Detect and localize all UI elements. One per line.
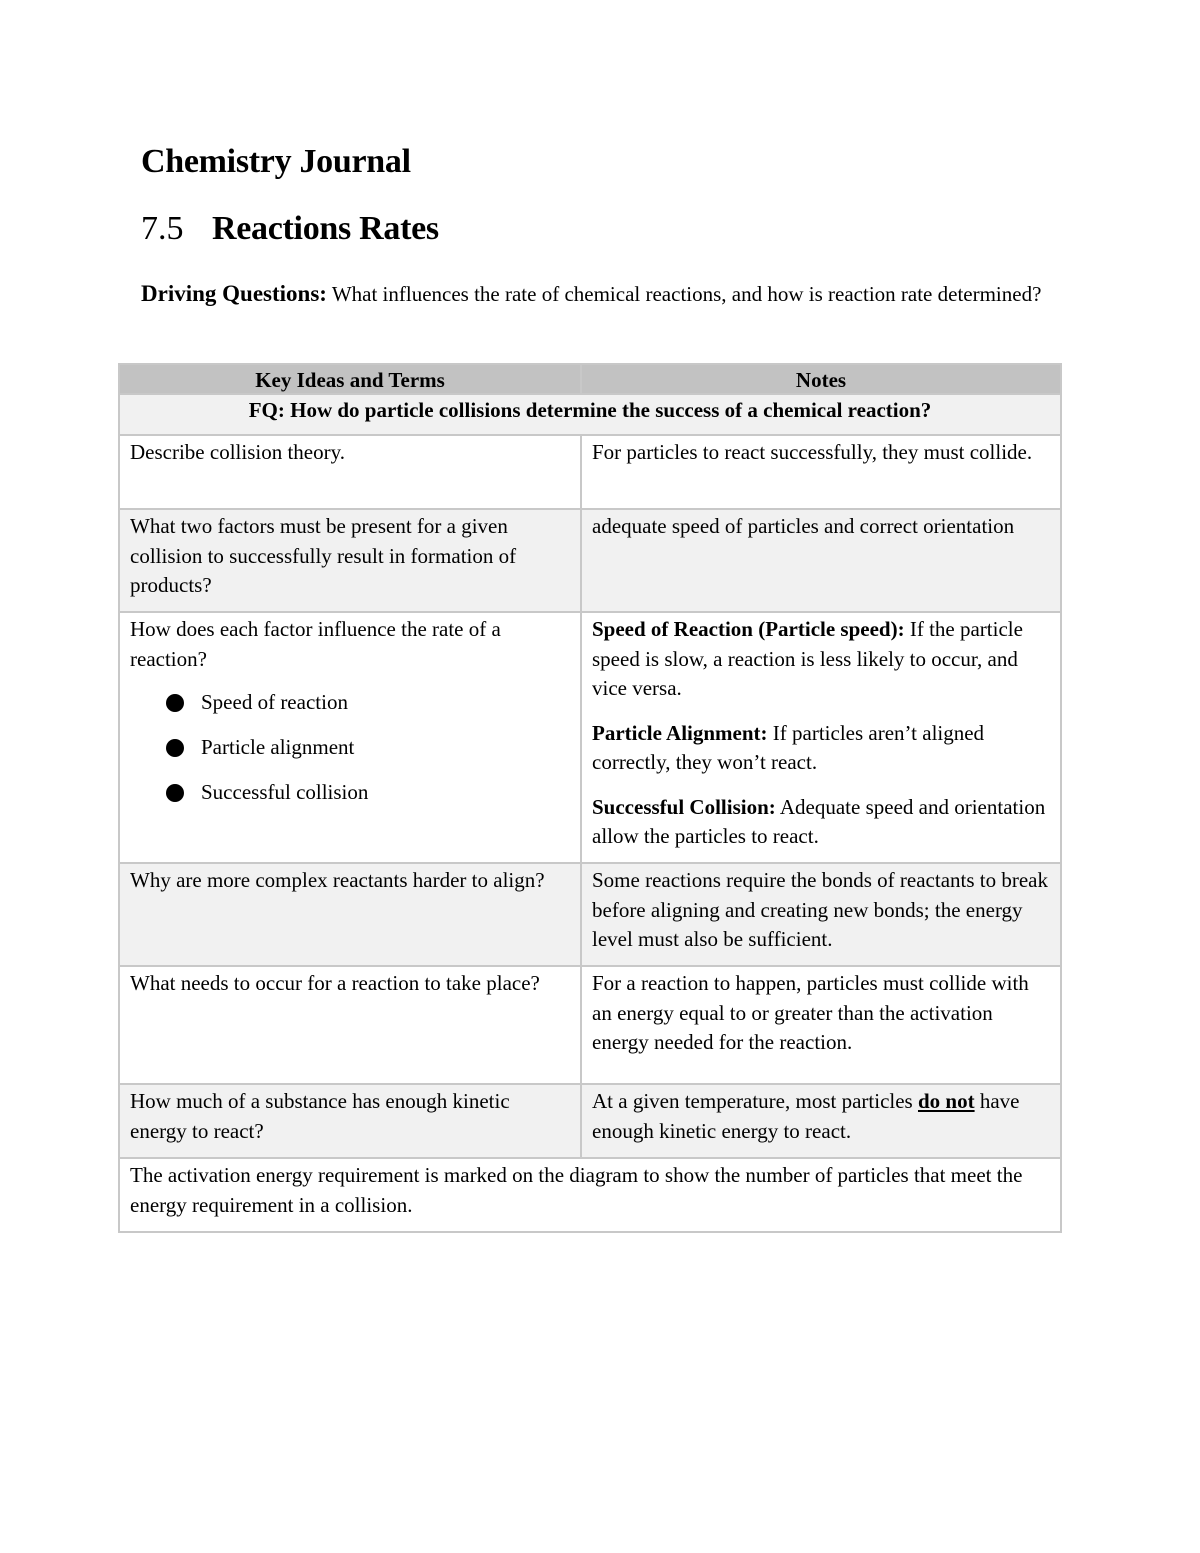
column-header-notes: Notes <box>581 364 1061 394</box>
note-label: Successful Collision: <box>592 794 776 819</box>
key-idea-cell: Why are more complex reactants harder to align? <box>119 863 581 966</box>
column-header-key-ideas: Key Ideas and Terms <box>119 364 581 394</box>
key-idea-cell: What two factors must be present for a given collision to successfully result in formation of products? <box>119 509 581 612</box>
journal-table <box>118 363 1062 1233</box>
list-item: Successful collision <box>166 770 570 815</box>
table-row <box>119 612 1061 863</box>
table-row <box>119 966 1061 1084</box>
note-label: Speed of Reaction (Particle speed): <box>592 617 905 641</box>
bullet-icon <box>166 784 184 802</box>
section-name: Reactions Rates <box>212 210 439 247</box>
notes-cell: For particles to react successfully, they must collide. <box>581 435 1061 509</box>
table-header-row <box>119 364 1061 394</box>
note-paragraph: Successful Collision: Adequate speed and orientation allow the particles to react. <box>592 794 1046 848</box>
driving-questions-label: Driving Questions: <box>141 281 327 306</box>
notes-cell: For a reaction to happen, particles must collide with an energy equal to or greater than the activation energy needed for the reaction. <box>581 966 1061 1084</box>
list-item: Particle alignment <box>166 725 570 770</box>
key-idea-cell: What needs to occur for a reaction to take place? <box>119 966 581 1084</box>
page-title: Chemistry Journal <box>141 143 411 180</box>
key-idea-text: How does each factor influence the rate of a reaction? <box>130 617 501 671</box>
section-number: 7.5 <box>141 210 184 247</box>
emphasis-text: do not <box>917 1089 975 1113</box>
key-idea-cell <box>119 612 581 863</box>
note-paragraph: Speed of Reaction (Particle speed): If the particle speed is slow, a reaction is less likely to occur, and vice versa. <box>592 617 1023 700</box>
table-row <box>119 509 1061 612</box>
list-item: Speed of reaction <box>166 680 570 725</box>
notes-cell <box>581 612 1061 863</box>
note-paragraph: Particle Alignment: If particles aren’t aligned correctly, they won’t react. <box>592 720 985 774</box>
table-footer-row <box>119 1158 1061 1232</box>
table-row <box>119 1084 1061 1158</box>
key-idea-cell: How much of a substance has enough kinetic energy to react? <box>119 1084 581 1158</box>
table-row <box>119 863 1061 966</box>
note-label: Particle Alignment: <box>592 720 768 745</box>
driving-questions-text: What influences the rate of chemical reactions, and how is reaction rate determined? <box>331 282 1042 306</box>
section-heading <box>141 210 439 248</box>
table-row <box>119 435 1061 509</box>
factor-list <box>166 680 570 815</box>
footer-note: The activation energy requirement is marked on the diagram to show the number of particles that meet the energy requirement in a collision. <box>119 1158 1061 1232</box>
bullet-icon <box>166 739 184 757</box>
bullet-icon <box>166 694 184 712</box>
key-idea-cell: Describe collision theory. <box>119 435 581 509</box>
focus-question-row <box>119 394 1061 435</box>
notes-cell: adequate speed of particles and correct orientation <box>581 509 1061 612</box>
notes-cell: At a given temperature, most particles do not have enough kinetic energy to react. <box>581 1084 1061 1158</box>
focus-question: FQ: How do particle collisions determine the success of a chemical reaction? <box>119 394 1061 435</box>
driving-questions <box>141 279 1061 309</box>
notes-cell: Some reactions require the bonds of reactants to break before aligning and creating new bonds; the energy level must also be sufficient. <box>581 863 1061 966</box>
